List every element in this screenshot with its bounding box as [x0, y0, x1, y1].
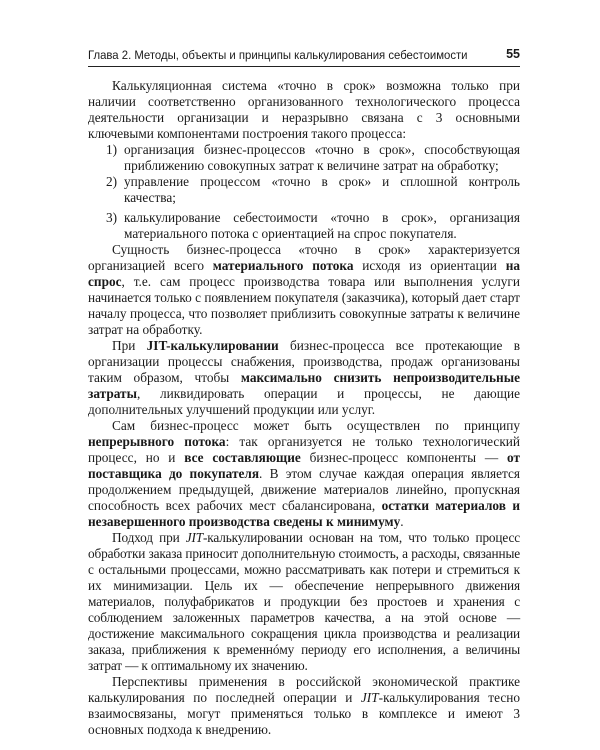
p2-text-d: , т.е. сам процесс производства товара или выполнения услуги начинается только с появлением покупателя (заказчика), который дает старт началу процесса, что позволяет приблизить совокупные затраты к величине затрат на обработку. [88, 274, 520, 337]
list-item-number: 3) [106, 210, 118, 225]
paragraph-3 [88, 338, 520, 418]
paragraph-6 [88, 674, 520, 738]
p4-text-a: Сам бизнес-процесс может быть осуществлен по принципу [112, 418, 520, 433]
p3-text-c: бизнес-процесса все протекающие в организации процессы снабжения, производства, продаж организованы таким образом, чтобы [88, 338, 520, 385]
p4-bold-continuous-flow: непрерывного потока [88, 434, 226, 449]
p2-text-a: Сущность бизнес-процесса «точно в срок» характеризуется организацией всего [88, 242, 520, 273]
body-text [88, 78, 520, 738]
p5-text-a: Подход при [112, 530, 186, 545]
p4-bold-supplier-to-buyer: от поставщика до покупателя [88, 450, 520, 481]
list-item-text: управление процессом «точно в срок» и сплошной контроль качества; [124, 174, 520, 205]
running-header [88, 44, 520, 67]
paragraph-2 [88, 242, 520, 338]
chapter-title: Глава 2. Методы, объекты и принципы калькулирования себестоимости [88, 48, 468, 62]
p3-bold-jit-costing: JIT-калькулировании [146, 338, 279, 353]
p2-bold-material-flow: материального потока [212, 258, 354, 273]
p4-text-f: . [400, 514, 404, 529]
list-item-text: организация бизнес-процессов «точно в срок», способствующая приближению совокупных затрат к величине затрат на обработку; [124, 142, 520, 173]
p6-italic-jit: JIT [360, 690, 379, 705]
p2-text-c: исходя из ориентации [353, 258, 506, 273]
p4-bold-minimum-stock: остатки материалов и незавершенного производства сведены к минимуму [88, 498, 520, 529]
p4-bold-all-components: все составляющие [184, 450, 301, 465]
list-item-number: 2) [106, 174, 118, 189]
list-item-number: 1) [106, 142, 118, 157]
p6-text-b: -калькулирования тесно взаимосвязаны, могут применяться только в комплексе и имеют 3 основных подхода к внедрению. [88, 690, 520, 737]
p5-italic-jit: JIT [185, 530, 204, 545]
p3-text-d: , ликвидировать операции и процессы, не дающие дополнительных улучшений продукции или услуг. [88, 386, 520, 417]
numbered-list [88, 142, 520, 242]
paragraph-4 [88, 418, 520, 530]
list-item-text: калькулирование себестоимости «точно в срок», организация материального потока с ориентацией на спрос покупателя. [124, 210, 520, 241]
p6-text-a: Перспективы применения в российской экономической практике калькулирования по последней операции и [88, 674, 520, 705]
p4-text-c: : так организуется не только технологический процесс, но и [88, 434, 521, 465]
paragraph-1: Калькуляционная система «точно в срок» возможна только при наличии соответственно организованного технологического процесса деятельности организации и неразрывно связана с 3 основными ключевыми компонентами построения такого процесса: [88, 78, 520, 141]
p3-text-a: При [112, 338, 147, 353]
list-item [88, 174, 520, 206]
p2-bold-demand: на спрос [88, 258, 520, 289]
list-item [88, 142, 520, 174]
p4-text-e: . В этом случае каждая операция является продолжением предыдущей, движение материалов линейно, пропускная способность всех рабочих мест сбалансирована, [88, 466, 520, 513]
p4-text-d: бизнес-процесс компоненты — [300, 450, 507, 465]
paragraph-5 [88, 530, 520, 674]
p5-text-b: -калькулировании основан на том, что только процесс обработки заказа приносит дополнительную стоимость, а расходы, связанные с остальными процессами, можно рассматривать как потери и стремиться к их минимизации. Цель их — обеспечение непрерывного движения материалов, полуфабрикатов и продукции без простоев и хранения с соблюдением заложенных параметров качества, а на этой основе — достижение максимального сокращения цикла производства и реализации заказа, приближения к временнóму периоду его исполнения, а величины затрат — к оптимальному их значению. [88, 530, 520, 673]
list-item [88, 210, 520, 242]
p3-bold-reduce-costs: максимально снизить непроизводительные затраты [88, 370, 520, 401]
page-number: 55 [506, 47, 520, 61]
